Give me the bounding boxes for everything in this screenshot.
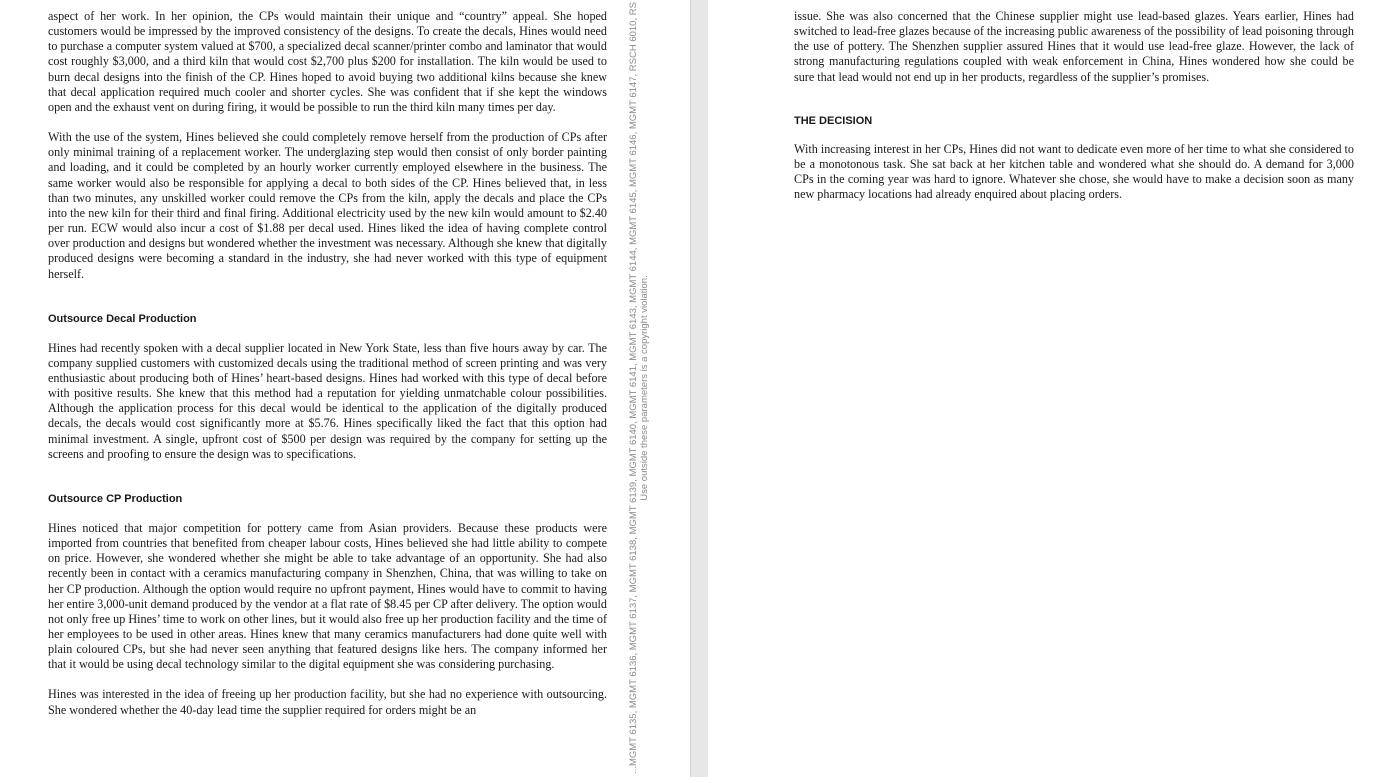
copyright-watermark bbox=[628, 0, 664, 783]
paragraph-lead-glaze: issue. She was also concerned that the Chinese supplier might use lead-based glazes. Years earlier, Hines had switched to lead-free glazes because of the increasing public awareness of the possibility of lead poisoning through the use of pottery. The Shenzhen supplier assured Hines that it would use lead-free glaze. However, the lack of strong manufacturing regulations coupled with weak enforcement in China, Hines wondered how she could be sure that lead would not end up in her products, regardless of the supplier’s promises. bbox=[794, 9, 1354, 84]
paragraph-asian-competition: Hines noticed that major competition for pottery came from Asian providers. Because these products were imported from countries that benefited from cheaper labour costs, Hines believed she had little ability to compete on price. However, she wondered whether she might be able to take advantage of an opportunity. She had also recently been in contact with a ceramics manufacturing company in Shenzhen, China, that was willing to take on her CP production. Although the option would require no upfront payment, Hines would have to commit to having her entire 3,000-unit demand produced by the vendor at a flat rate of $8.45 per CP after delivery. The option would not only free up Hines’ time to work on other lines, but it would also free up her production facility and the time of her employees to be used in other areas. Hines knew that many ceramics manufacturers had done quite well with plain coloured CPs, but she had never seen anything that featured designs like hers. The company informed her that it would be using decal technology similar to the digital equipment she was considering purchasing. bbox=[48, 520, 607, 672]
paragraph-system-use: With the use of the system, Hines believed she could completely remove herself from the production of CPs after only minimal training of a replacement worker. The underglazing step would then consist of only border painting and loading, and it could be completed by an hourly worker currently employed elsewhere in the business. The same worker would also be responsible for applying a decal to both sides of the CP. Hines believed that, in less than two minutes, any unskilled worker could remove the CPs from the kiln, apply the decals and place the CPs into the new kiln for their third and final firing. Additional electricity used by the new kiln would amount to $2.40 per run. ECW would also incur a cost of $1.88 per decal used. Hines liked the idea of having complete control over production and designs but wondered whether the investment was necessary. Although she knew that digitally produced designs were becoming a standard in the industry, she had never worked with this type of equipment herself. bbox=[48, 130, 607, 281]
document-page-left bbox=[0, 0, 690, 777]
page-gutter bbox=[690, 0, 710, 777]
paragraph-decal-supplier: Hines had recently spoken with a decal supplier located in New York State, less than five hours away by car. The company supplied customers with customized decals using the traditional method of screen printing and was very enthusiastic about producing both of Hines’ heart-based designs. Hines had worked with this type of decal before with positive results. She knew that this method had a reputation for yielding unmatchable colour possibilities. Although the application process for this decal would be identical to the application of the digitally produced decals, the decals would cost significantly more at $5.76. Hines specifically liked the fact that this option had minimal investment. A single, upfront cost of $500 per design was required by the company for setting up the screens and proofing to ensure the design was to specifications. bbox=[48, 340, 607, 461]
paragraph-outsourcing-interest: Hines was interested in the idea of freeing up her production facility, but she had no experience with outsourcing. She wondered whether the 40-day lead time the supplier required for orders might be an bbox=[48, 687, 607, 717]
heading-outsource-cp: Outsource CP Production bbox=[48, 492, 183, 505]
heading-the-decision: THE DECISION bbox=[794, 114, 873, 127]
watermark-copyright-notice: Use outside these parameters is a copyright violation. bbox=[639, 275, 650, 501]
left-text-column bbox=[48, 9, 607, 718]
heading-outsource-decal: Outsource Decal Production bbox=[48, 312, 197, 325]
document-page-right bbox=[708, 0, 1375, 777]
paragraph-decal-equipment: aspect of her work. In her opinion, the CPs would maintain their unique and “country” appeal. She hoped customers would be impressed by the improved consistency of the designs. To create the decals, Hines would need to purchase a computer system valued at $700, a specialized decal scanner/printer combo and laminator that would cost roughly $3,000, and a third kiln that would cost $2,700 plus $200 for installation. The kiln would be used to burn decal designs into the finish of the CP. Hines hoped to avoid buying two additional kilns because she knew that decal application required much cooler and shorter cycles. She was confident that if she kept the windows open and the exhaust vent on during firing, it would be possible to run the third kiln many times per day. bbox=[48, 9, 607, 114]
paragraph-decision: With increasing interest in her CPs, Hines did not want to dedicate even more of her time to what she considered to be a monotonous task. She sat back at her kitchen table and wondered what she should do. A demand for 3,000 CPs in the coming year was hard to ignore. Whatever she chose, she would have to make a decision soon as many new pharmacy locations had already enquired about placing orders. bbox=[794, 141, 1354, 202]
watermark-course-codes: ...MGMT 6135, MGMT 6136, MGMT 6137, MGMT 6138, MGMT 6139, MGMT 6140, MGMT 6141, MGMT 6143, MGMT 6144, MGMT 6145, MGMT 6146, MGMT 6147, RSCH 6010, RS bbox=[628, 2, 639, 774]
right-text-column bbox=[794, 9, 1354, 202]
